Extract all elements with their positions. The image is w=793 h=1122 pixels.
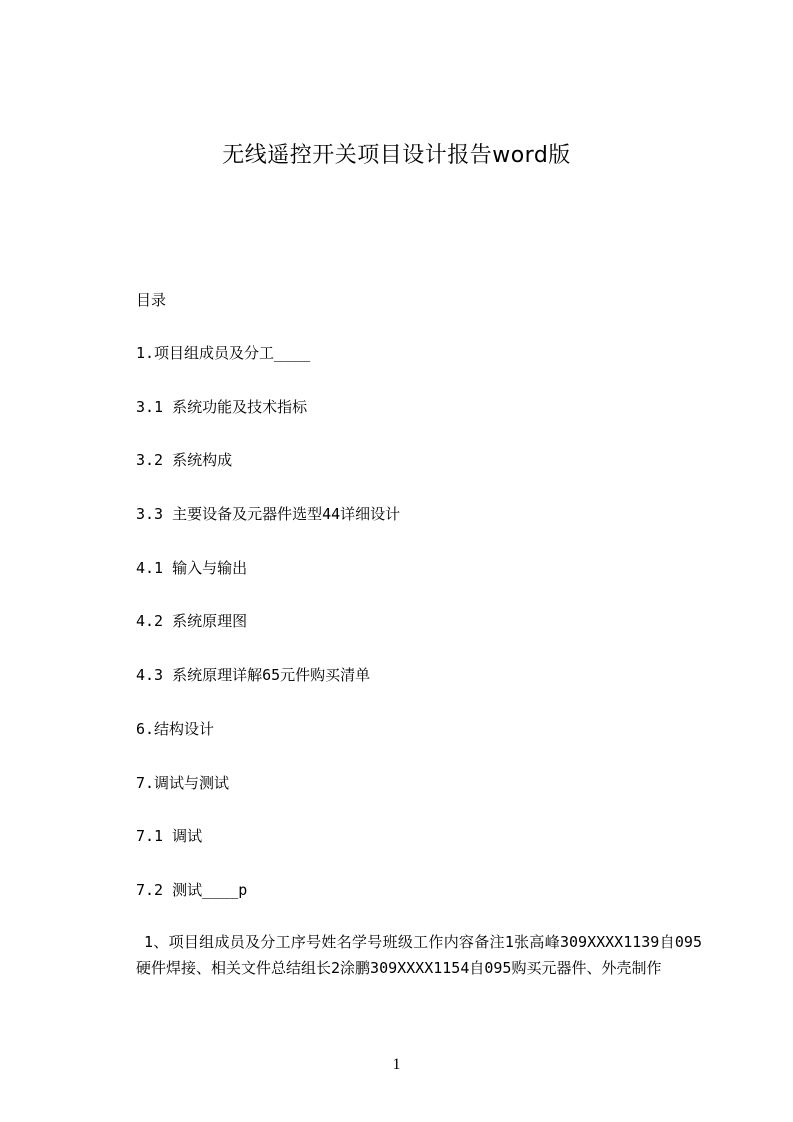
toc-item: 6.结构设计 (136, 719, 215, 738)
toc-item: 3.3 主要设备及元器件选型44详细设计 (136, 505, 401, 524)
document-title: 无线遥控开关项目设计报告word版 (222, 143, 571, 168)
toc-item: 4.1 输入与输出 (136, 558, 248, 577)
toc-item: 3.1 系统功能及技术指标 (136, 397, 308, 416)
table-of-contents (136, 343, 400, 934)
toc-heading: 目录 (136, 291, 167, 309)
toc-item: 7.调试与测试 (136, 773, 230, 792)
toc-item: 7.2 测试____p (136, 880, 248, 899)
page-number: 1 (392, 1056, 401, 1073)
toc-item: 3.2 系统构成 (136, 451, 233, 470)
toc-item: 7.1 调试 (136, 827, 203, 846)
body-paragraph: 1、项目组成员及分工序号姓名学号班级工作内容备注1张高峰309XXXX1139自095硬件焊接、相关文件总结组长2涂鹏309XXXX1154自095购买元器件、外壳制作 (136, 933, 702, 977)
toc-item: 4.3 系统原理详解65元件购买清单 (136, 666, 371, 685)
toc-item: 1.项目组成员及分工____ (136, 344, 311, 362)
toc-item: 4.2 系统原理图 (136, 612, 248, 631)
